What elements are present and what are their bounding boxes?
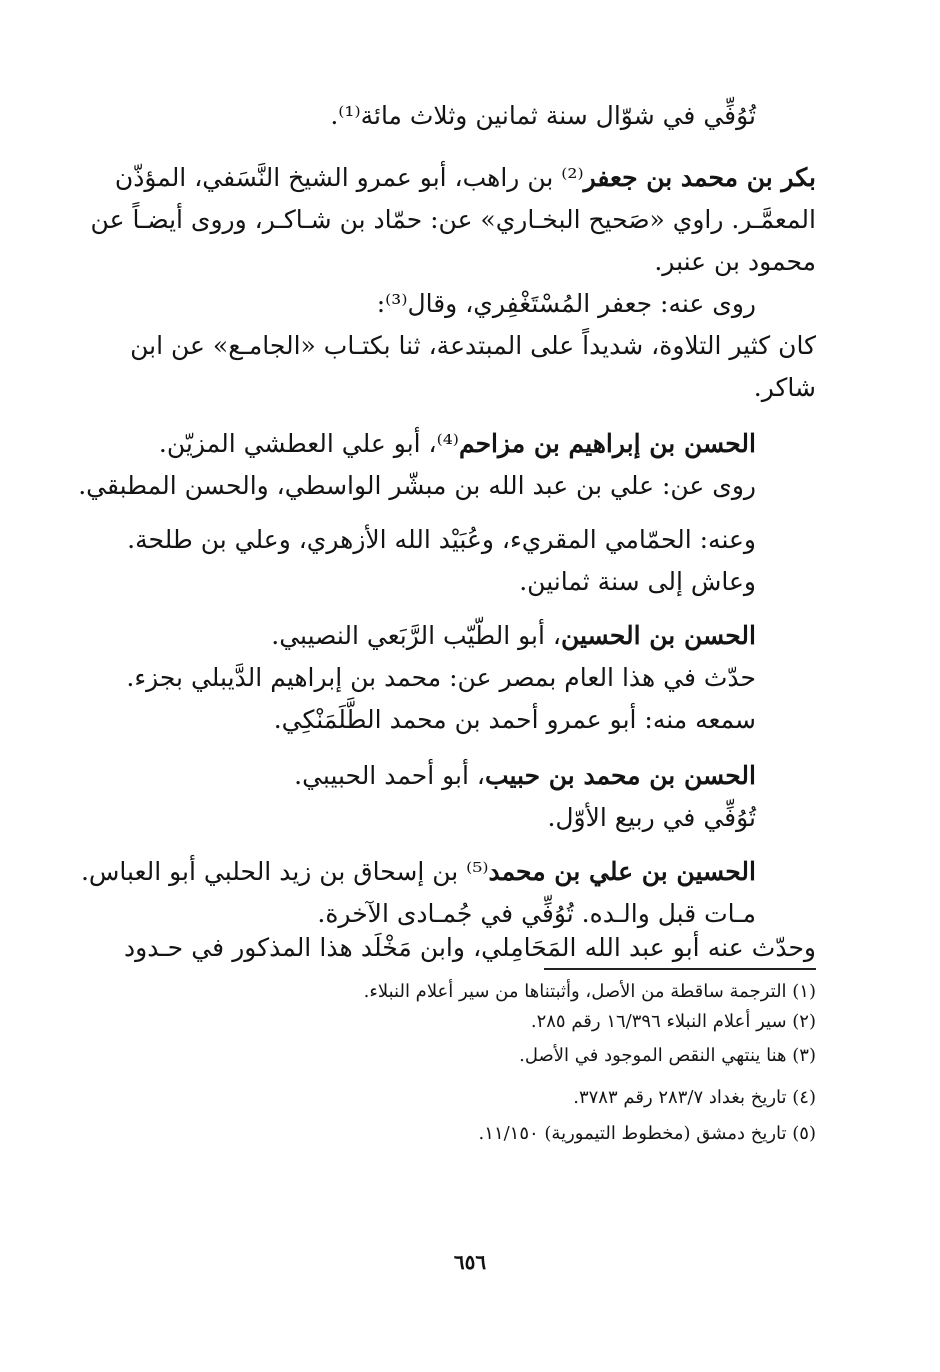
entry-heading-bakr: بكر بن محمد بن جعفر	[583, 163, 816, 192]
footnote-separator	[544, 968, 816, 970]
entry-bakr-line-4: روى عنه: جعفر المُسْتَغْفِري، وقال⁽³⁾:	[376, 289, 756, 318]
entry-bakr-line-5: كان كثير التلاوة، شديداً على المبتدعة، ثنا بكتـاب «الجامـع» عن ابن	[130, 331, 816, 360]
footnote-1: (١) الترجمة ساقطة من الأصل، وأثبتناها من سير أعلام النبلاء.	[363, 981, 816, 1002]
entry-bakr-line-1	[114, 162, 816, 194]
entry-heading-husayn-ali: الحسين بن علي بن محمد	[488, 857, 756, 886]
entry-bakr-desc: ⁽²⁾ بن راهب، أبو عمرو الشيخ النَّسَفي، المؤذّن	[114, 163, 584, 192]
entry-husayn-ali-line-2: مـات قبل والـده. تُوُفِّي في جُمـادى الآخرة.	[317, 899, 756, 928]
footnote-5: (٥) تاريخ دمشق (مخطوط التيمورية) ١١/١٥٠.	[478, 1123, 816, 1144]
page-number: ٦٥٦	[453, 1250, 487, 1274]
entry-hasan-husayn-line-1	[271, 620, 756, 652]
entry-hasan-ibrahim-desc: ⁽⁴⁾، أبو علي العطشي المزيّن.	[158, 429, 459, 458]
footnote-4: (٤) تاريخ بغداد ٢٨٣/٧ رقم ٣٧٨٣.	[573, 1087, 816, 1108]
entry-bakr-line-3: محمود بن عنبر.	[654, 247, 816, 276]
entry-hasan-habib-desc: ، أبو أحمد الحبيبي.	[294, 761, 485, 790]
entry-hasan-ibrahim-line-2: روى عن: علي بن عبد الله بن مبشّر الواسطي، والحسن المطبقي.	[78, 471, 756, 500]
entry-hasan-husayn-desc: ، أبو الطّيّب الرَّبَعي النصيبي.	[271, 621, 561, 650]
entry-hasan-husayn-line-3: سمعه منه: أبو عمرو أحمد بن محمد الطَّلَمَنْكِي.	[273, 705, 756, 734]
entry-husayn-ali-line-3: وحدّث عنه أبو عبد الله المَحَامِلي، وابن مَخْلَد هذا المذكور في حـدود	[124, 933, 816, 962]
footnote-2: (٢) سير أعلام النبلاء ١٦/٣٩٦ رقم ٢٨٥.	[530, 1011, 816, 1032]
entry-hasan-habib-line-1	[294, 760, 756, 792]
entry-bakr-line-2: المعمَّـر. راوي «صَحيح البخـاري» عن: حمّاد بن شـاكـر، وروى أيضـاً عن	[90, 205, 816, 234]
entry-heading-hasan-husayn: الحسن بن الحسين	[560, 621, 756, 650]
entry-husayn-ali-line-1	[81, 856, 756, 888]
entry-heading-hasan-habib: الحسن بن محمد بن حبيب	[484, 761, 756, 790]
entry-hasan-ibrahim-line-3: وعنه: الحمّامي المقريء، وعُبَيْد الله الأزهري، وعلي بن طلحة.	[127, 525, 756, 554]
text-line-1: تُوُفِّي في شوّال سنة ثمانين وثلاث مائة⁽¹⁾.	[330, 101, 756, 130]
entry-husayn-ali-desc: ⁽⁵⁾ بن إسحاق بن زيد الحلبي أبو العباس.	[80, 857, 489, 886]
entry-hasan-ibrahim-line-1	[159, 428, 756, 460]
entry-hasan-habib-line-2: تُوُفِّي في ربيع الأوّل.	[547, 803, 756, 832]
entry-hasan-husayn-line-2: حدّث في هذا العام بمصر عن: محمد بن إبراهيم الدَّيبلي بجزء.	[126, 663, 756, 692]
footnote-3: (٣) هنا ينتهي النقص الموجود في الأصل.	[519, 1045, 816, 1066]
entry-heading-hasan-ibrahim: الحسن بن إبراهيم بن مزاحم	[458, 429, 756, 458]
entry-bakr-line-6: شاكر.	[753, 373, 816, 402]
entry-hasan-ibrahim-line-4: وعاش إلى سنة ثمانين.	[519, 567, 756, 596]
